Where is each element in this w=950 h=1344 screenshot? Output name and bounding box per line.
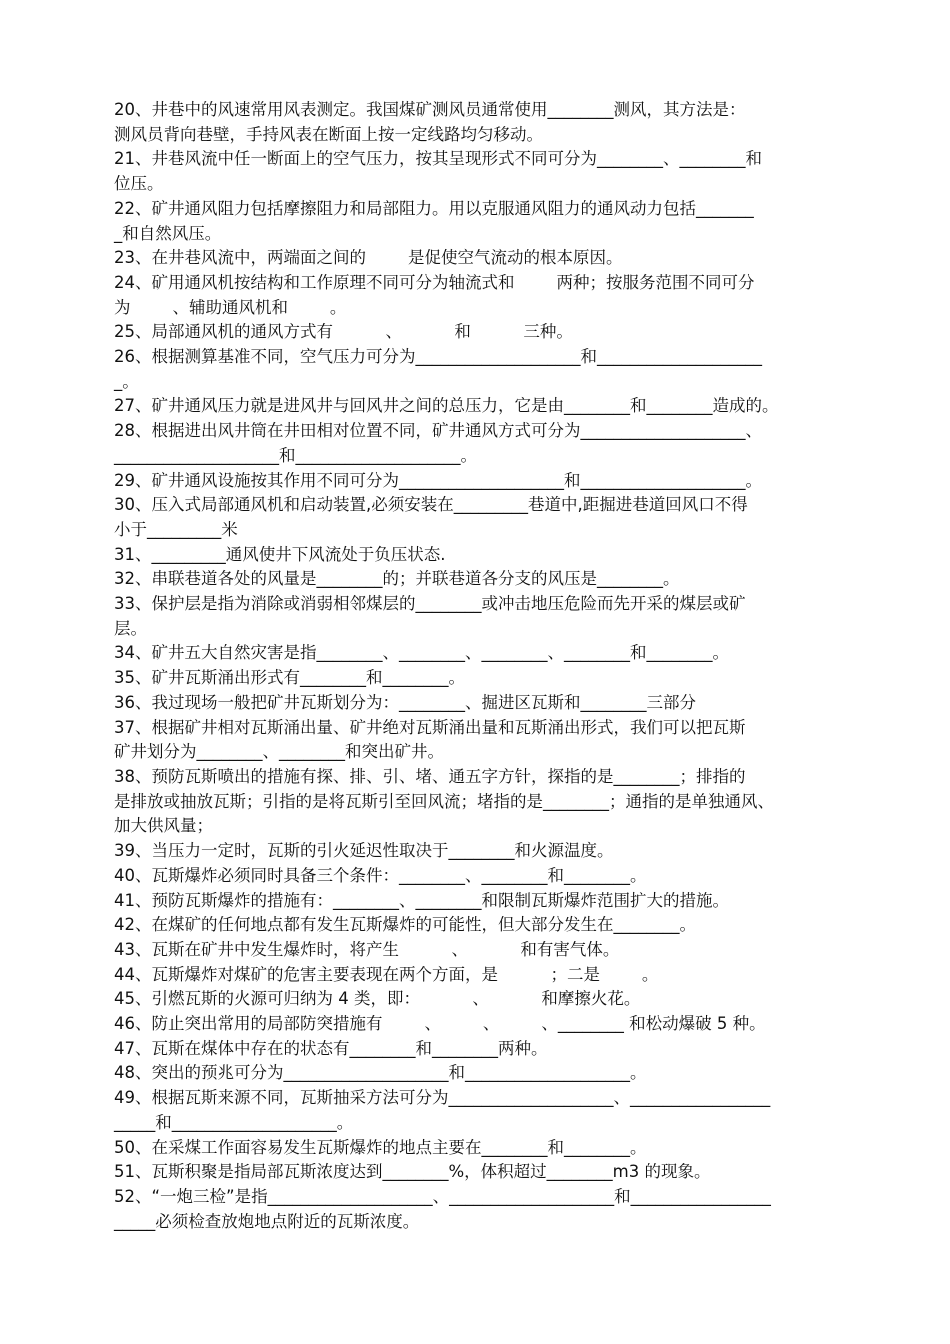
text-line: 层。 (114, 618, 147, 638)
text-line: 小于_________米 (114, 519, 238, 539)
text-line: 49、根据瓦斯来源不同，瓦斯抽采方法可分为____________________、_________________ (114, 1088, 771, 1108)
text-line: 33、保护层是指为消除或消弱相邻煤层的________或冲击地压危险而先开采的煤层或矿 (114, 594, 746, 614)
text-line: 28、根据进出风井筒在井田相对位置不同，矿井通风方式可分为____________________、 (114, 421, 762, 441)
text-line: 加大供风量； (114, 816, 213, 836)
text-line: 25、局部通风机的通风方式有 、 和 三种。 (114, 322, 573, 342)
text-line: 23、在井巷风流中，两端面之间的 是促使空气流动的根本原因。 (114, 248, 623, 268)
text-line: 位压。 (114, 174, 164, 194)
text-line: 50、在采煤工作面容易发生瓦斯爆炸的地点主要在________和________。 (114, 1137, 647, 1157)
text-line: 52、“一炮三检”是指____________________、____________________和_________________ (114, 1186, 771, 1206)
text-line: 20、井巷中的风速常用风表测定。我国煤矿测风员通常使用________测风，其方法是： (114, 100, 746, 119)
text-line: 45、引燃瓦斯的火源可归纳为 4 类，即： 、 和摩擦火花。 (114, 989, 641, 1009)
text-line: 36、我过现场一般把矿井瓦斯划分为：________、掘进区瓦斯和________三部分 (114, 692, 696, 712)
text-line: _和自然风压。 (114, 223, 222, 243)
text-line: 35、矿井瓦斯涌出形式有________和________。 (114, 668, 465, 688)
text-line: 21、井巷风流中任一断面上的空气压力，按其呈现形式不同可分为________、________和 (114, 149, 762, 169)
text-line: 47、瓦斯在煤体中存在的状态有________和________两种。 (114, 1038, 548, 1058)
text-line: 40、瓦斯爆炸必须同时具备三个条件：________、________和________。 (114, 865, 647, 885)
text-line: 43、瓦斯在矿井中发生爆炸时，将产生 、 和有害气体。 (114, 939, 620, 959)
text-line: 34、矿井五大自然灾害是指________、________、________、________和________。 (114, 643, 729, 663)
text-line: 测风员背向巷壁，手持风表在断面上按一定线路均匀移动。 (114, 124, 543, 144)
text-line: 46、防止突出常用的局部防突措施有 、 、 、________ 和松动爆破 5 种。 (114, 1014, 766, 1034)
text-line: 27、矿井通风压力就是进风井与回风井之间的总压力，它是由________和________造成的。 (114, 396, 779, 416)
text-line: ____________________和____________________。 (114, 445, 477, 465)
text-line: 32、串联巷道各处的风量是________的；并联巷道各分支的风压是________。 (114, 569, 680, 589)
text-line: 为 、辅助通风机和 。 (114, 297, 347, 317)
question-list (114, 98, 864, 1234)
text-line: 是排放或抽放瓦斯；引指的是将瓦斯引至回风流；堵指的是________；通指的是单独通风、 (114, 791, 774, 811)
text-line: 44、瓦斯爆炸对煤矿的危害主要表现在两个方面，是 ；二是 。 (114, 964, 659, 984)
text-line: 48、突出的预兆可分为____________________和____________________。 (114, 1063, 647, 1083)
text-line: 41、预防瓦斯爆炸的措施有：________、________和限制瓦斯爆炸范围扩大的措施。 (114, 890, 729, 910)
text-line: 37、根据矿井相对瓦斯涌出量、矿井绝对瓦斯涌出量和瓦斯涌出形式，我们可以把瓦斯 (114, 717, 746, 737)
text-line: 39、当压力一定时，瓦斯的引火延迟性取决于________和火源温度。 (114, 841, 614, 861)
text-line: 51、瓦斯积聚是指局部瓦斯浓度达到________%，体积超过________m3 的现象。 (114, 1162, 711, 1182)
text-line: _____必须检查放炮地点附近的瓦斯浓度。 (114, 1211, 420, 1231)
text-line: _。 (114, 371, 139, 391)
text-line: 38、预防瓦斯喷出的措施有探、排、引、堵、通五字方针，探指的是________；排指的 (114, 766, 746, 786)
text-line: _____和____________________。 (114, 1112, 354, 1132)
text-line: 31、_________通风使井下风流处于负压状态. (114, 544, 446, 564)
text-line: 29、矿井通风设施按其作用不同可分为____________________和____________________。 (114, 470, 762, 490)
text-line: 22、矿井通风阻力包括摩擦阻力和局部阻力。用以克服通风阻力的通风动力包括_______ (114, 198, 754, 218)
text-line: 24、矿用通风机按结构和工作原理不同可分为轴流式和 两种；按服务范围不同可分 (114, 272, 755, 292)
text-line: 42、在煤矿的任何地点都有发生瓦斯爆炸的可能性，但大部分发生在________。 (114, 915, 696, 935)
text-line: 30、压入式局部通风机和启动装置,必须安装在_________巷道中,距掘进巷道回风口不得 (114, 495, 748, 515)
text-line: 26、根据测算基准不同，空气压力可分为____________________和____________________ (114, 347, 762, 367)
text-line: 矿井划分为________、________和突出矿井。 (114, 742, 444, 762)
